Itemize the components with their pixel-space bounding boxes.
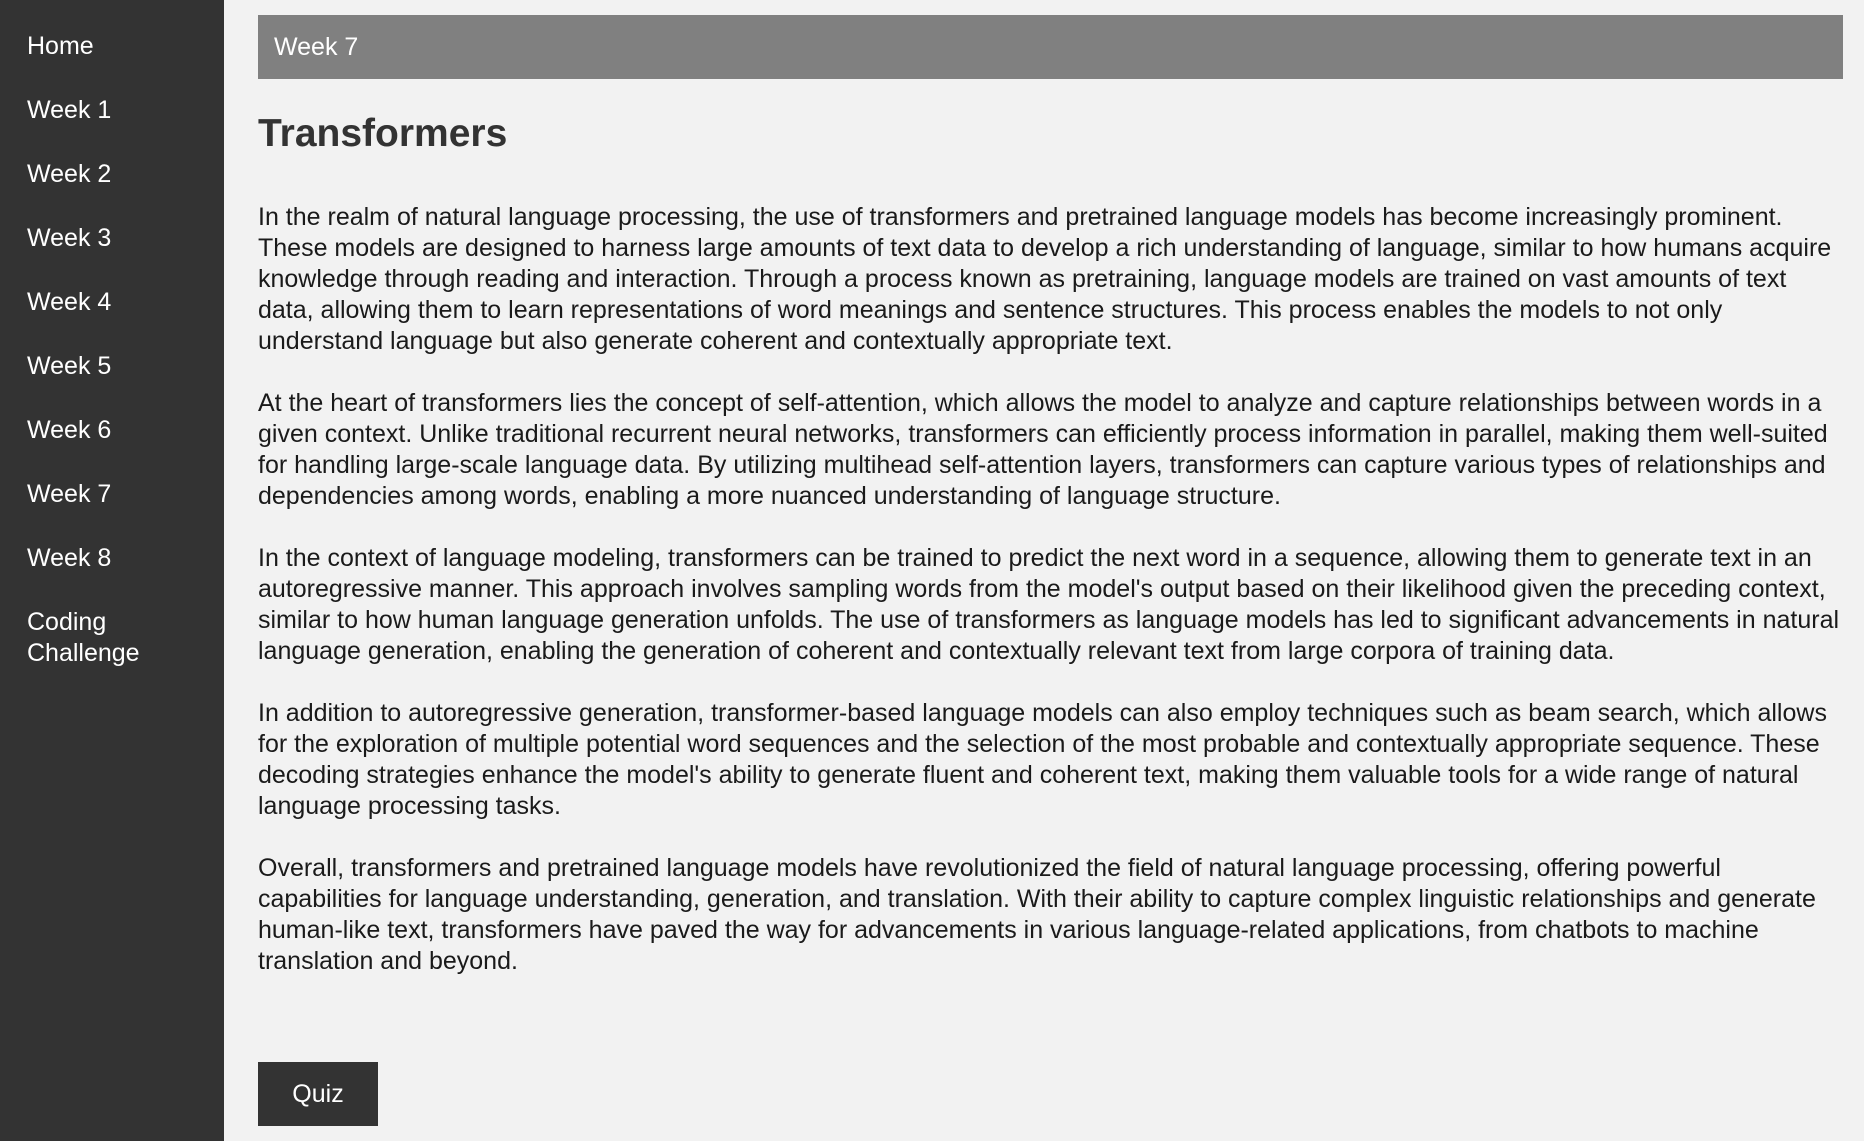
sidebar-item-week-8[interactable]: Week 8 — [27, 544, 112, 572]
paragraph-3: In the context of language modeling, transformers can be trained to predict the next word in a sequence, allowing them to generate text in an autoregressive manner. This approach involves sampling words from the model's output based on their likelihood given the preceding context, similar to how human language generation unfolds. The use of transformers as language models has led to significant advancements in natural language generation, enabling the generation of coherent and contextually relevant text from large corpora of training data. — [258, 544, 1840, 665]
article-body — [258, 202, 1843, 1008]
sidebar-item-home[interactable]: Home — [27, 32, 94, 60]
paragraph-1: In the realm of natural language processing, the use of transformers and pretrained language models has become increasingly prominent. These models are designed to harness large amounts of text data to develop a rich understanding of language, similar to how humans acquire knowledge through reading and interaction. Through a process known as pretraining, language models are trained on vast amounts of text data, allowing them to learn representations of word meanings and sentence structures. This process enables the models to not only understand language but also generate coherent and contextually appropriate text. — [258, 203, 1832, 355]
main-content — [258, 15, 1843, 975]
week-header-bar — [258, 15, 1843, 79]
sidebar-item-week-7[interactable]: Week 7 — [27, 480, 112, 508]
paragraph-2: At the heart of transformers lies the concept of self-attention, which allows the model to analyze and capture relationships between words in a given context. Unlike traditional recurrent neural networks, transformers can efficiently process information in parallel, making them well-suited for handling large-scale language data. By utilizing multihead self-attention layers, transformers can capture various types of relationships and dependencies among words, enabling a more nuanced understanding of language structure. — [258, 389, 1828, 510]
quiz-button[interactable]: Quiz — [258, 1062, 378, 1126]
paragraph-4: In addition to autoregressive generation, transformer-based language models can also employ techniques such as beam search, which allows for the exploration of multiple potential word sequences and the selection of the most probable and contextually appropriate sequence. These decoding strategies enhance the model's ability to generate fluent and coherent text, making them valuable tools for a wide range of natural language processing tasks. — [258, 699, 1827, 820]
sidebar — [0, 0, 224, 1141]
week-header-title: Week 7 — [274, 33, 359, 61]
page-title: Transformers — [258, 112, 508, 155]
sidebar-item-week-1[interactable]: Week 1 — [27, 96, 112, 124]
sidebar-item-week-4[interactable]: Week 4 — [27, 288, 112, 316]
sidebar-item-week-6[interactable]: Week 6 — [27, 416, 112, 444]
paragraph-5: Overall, transformers and pretrained language models have revolutionized the field of natural language processing, offering powerful capabilities for language understanding, generation, and translation. With their ability to capture complex linguistic relationships and generate human-like text, transformers have paved the way for advancements in various language-related applications, from chatbots to machine translation and beyond. — [258, 854, 1816, 975]
sidebar-item-week-2[interactable]: Week 2 — [27, 160, 112, 188]
sidebar-item-week-5[interactable]: Week 5 — [27, 352, 112, 380]
sidebar-item-coding-challenge[interactable]: Coding Challenge — [27, 608, 140, 667]
sidebar-item-week-3[interactable]: Week 3 — [27, 224, 112, 252]
